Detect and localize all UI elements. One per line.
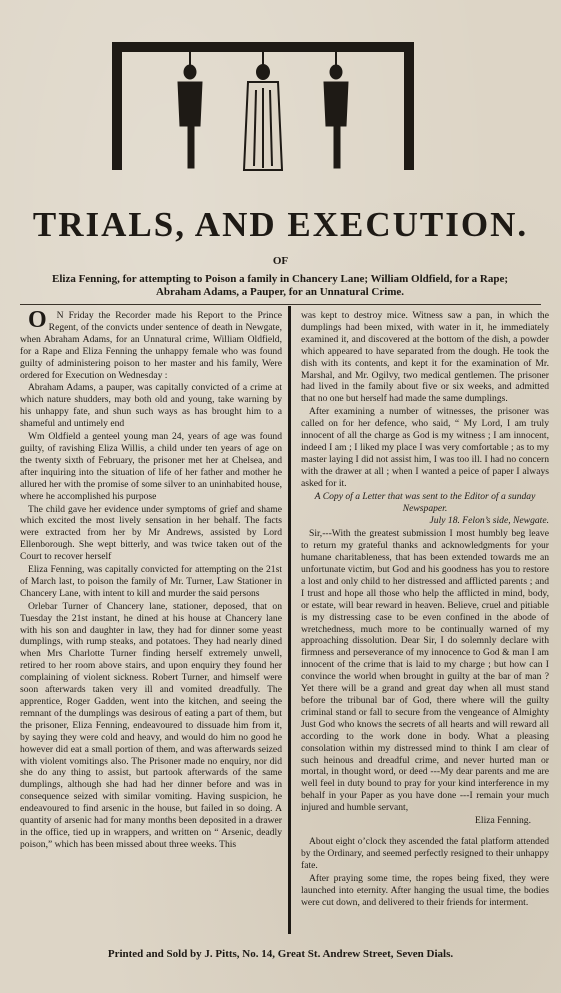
right-column	[301, 310, 549, 909]
paragraph-william-oldfield: Wm Oldfield a genteel young man 24, years of age was found guilty, of ravishing Eliza Willis, a child under ten years of age on the twenty sixth of February, the prisoner met her at Chelsea, and after inquiring into the situation of life of her father and mother he allured her with the promise of some silver to an uninhabited house, where he accomplished his purpose	[20, 431, 282, 502]
letter-dateline: July 18. Felon’s side, Newgate.	[429, 515, 549, 527]
letter-signature: Eliza Fenning.	[475, 815, 531, 827]
hanged-figure-middle	[244, 52, 282, 170]
printer-imprint: Printed and Sold by J. Pitts, No. 14, Great St. Andrew Street, Seven Dials.	[107, 948, 454, 960]
paragraph-child-evidence: The child gave her evidence under symptoms of grief and shame which excited the most lively sensation in her behalf. The facts were extracted from her by Mr Andrews, assisted by Lord Ellenborough. She wept bitterly, and was twice taken out of the Court to recover herself	[20, 503, 282, 563]
paragraph-execution: About eight o’clock they ascended the fatal platform attended by the Ordinary, and seemed perfectly resigned to their unhappy fate.	[301, 835, 549, 871]
paragraph-recorder-report: ON Friday the Recorder made his Report to the Prince Regent, of the convicts under sentence of death in Newgate, when Abraham Adams, for an Unnatural crime, William Oldfield, for a Rape and Eliza Fenning the unhappy female who was found guilty of administering poison to her master and his family, Were ordered for Execution on Wednesday :	[20, 307, 282, 381]
gallows-left-post	[112, 44, 122, 170]
broadside-subtitle: Eliza Fenning, for attempting to Poison a family in Chancery Lane; William Oldfield, for a Rape; Abraham Adams, a Pauper, for an Unnatural Crime.	[52, 273, 508, 298]
broadside-title: TRIALS, AND EXECUTION.	[32, 205, 529, 244]
gallows-right-post	[404, 44, 414, 170]
paragraph-turner-deposition: Orlebar Turner of Chancery lane, stationer, deposed, that on Tuesday the 21st instant, he dined at his house at Chancery lane with his son and daughter in law, they had for dinner some yeast dumplings, with rump steaks, and potatoes. They had nearly dined when Mrs Charlotte Turner finding herself extremely unwell, retired to her room above stairs, and upon enquiry they found her complaining of violent sickness. Robert Turner, and himself were soon afterwards taken very ill and vomited dreadfully. The apprentice, Roger Gadden, went into the kitchen, and seeing the remnant of the dumplings was desirous of eating a part of them, but the prisoner, Eliza Fenning, endeavoured to dissuade him from it, by saying they were cold and heavy, and would do him no good he however did eat a small portion of them, and was afterwards seized with violent vomitings also. The Prisoner made no enquiry, nor did she do any thing to assist, but partook afterwards of the same dumplings, although she had had her dinner before and was in consequence seized with similar vomiting. Having suspicion, he endeavoured to find arsenic in the house, but failed in so doing. A quantity of arsenic had for many months been deposited in a drawer in the office, tied up in wrappers, and written on “ Arsenic, deadly poison,” which has been missed about three weeks. This	[20, 600, 282, 850]
hanged-figure-left	[178, 52, 202, 168]
title-connector: OF	[272, 255, 289, 267]
letter-body: Sir,---With the greatest submission I most humbly beg leave to return my grateful thanks and acknowledgments for your humane charitableness, that has been extended towards me an unfortunate victim, but God and his goodness has you to restore a lost and only child to her distressed and afflicted parents ; and I trust and hope all those who help the afflicted in mind, body, or estate, will bear reward in heaven. Believe, cruel and pitiable is my distressing case to be even confined in the abode of wretchedness, much more to be continually warned of my approaching dissolution. Dear Sir, I do solemnly declare with firmness and perseverance of my innocence to God & man I am innocent of the crime that is laid to my charge ; but how can I convince the world when brought in guilty at the bar of man ? Yet there will be a grand and great day when all must stand before the tribunal bar of God, there where will the guilty criminal stand or fall to secure from the vengeance of Almighty Just God who knows the secrets of all hearts and will reward all according to the work done in body. What a pleasing consolation within my distressed mind to think I am clear of such heinous and dreadful crime, and never hurted man or mortal, in thought word, or deed ---My dear parents and me are well feel in duty bound to pray for your kind interference in my behalf in your Paper as you have done ---I remain your much injured and humble servant,	[301, 528, 549, 814]
paragraph-eliza-fenning: Eliza Fenning, was capitally convicted for attempting on the 21st of March last, to poison the family of Mr. Turner, Law Stationer in Chancery Lane, with intent to kill and murder the said persons	[20, 564, 282, 599]
paragraph-prisoner-defence: After examining a number of witnesses, the prisoner was called on for her defence, who said, “ My Lord, I am truly innocent of all the charge as God is my witness ; I am innocent, indeed I am ; I liked my place I was very comfortable ; as to my master laying I did not assist him, I was too ill. I had no concern with the drawer at all ; when I wanted a peice of paper I always asked for it.	[301, 406, 549, 489]
paragraph-abraham-adams: Abraham Adams, a pauper, was capitally convicted of a crime at which nature shudders, may both old and young, take warning by his unhappy fate, and shun such ways as has brought him to a shameful and untimely end	[20, 382, 282, 430]
paragraph-interment: After praying some time, the ropes being fixed, they were launched into eternity. After hanging the usual time, the bodies were cut down, and delivered to their friends for interment.	[301, 872, 549, 908]
gallows-woodcut-illustration	[108, 30, 418, 180]
column-divider	[288, 306, 291, 934]
section-spacer	[301, 828, 549, 836]
paragraph-witness-pan: was kept to destroy mice. Witness saw a pan, in which the dumplings had been mixed, with water in it, he immediately examined it, and discovered at the bottom of the dish, a powder which appeared to have separated from the dough. He took the dish with its contents, and kept it for the examination of Mr. Marshal, and Mr. Ogilvy, two medical gentlemen. The prisoner had lived in the family about five or six weeks, and admitted that no one but herself had made the same dumplings.	[301, 310, 549, 405]
gallows-crossbeam	[112, 42, 414, 52]
hanged-figure-right	[324, 52, 348, 168]
left-column	[20, 307, 282, 852]
horizontal-rule	[20, 304, 541, 305]
letter-heading: A Copy of a Letter that was sent to the Editor of a sunday Newspaper.	[314, 490, 536, 514]
